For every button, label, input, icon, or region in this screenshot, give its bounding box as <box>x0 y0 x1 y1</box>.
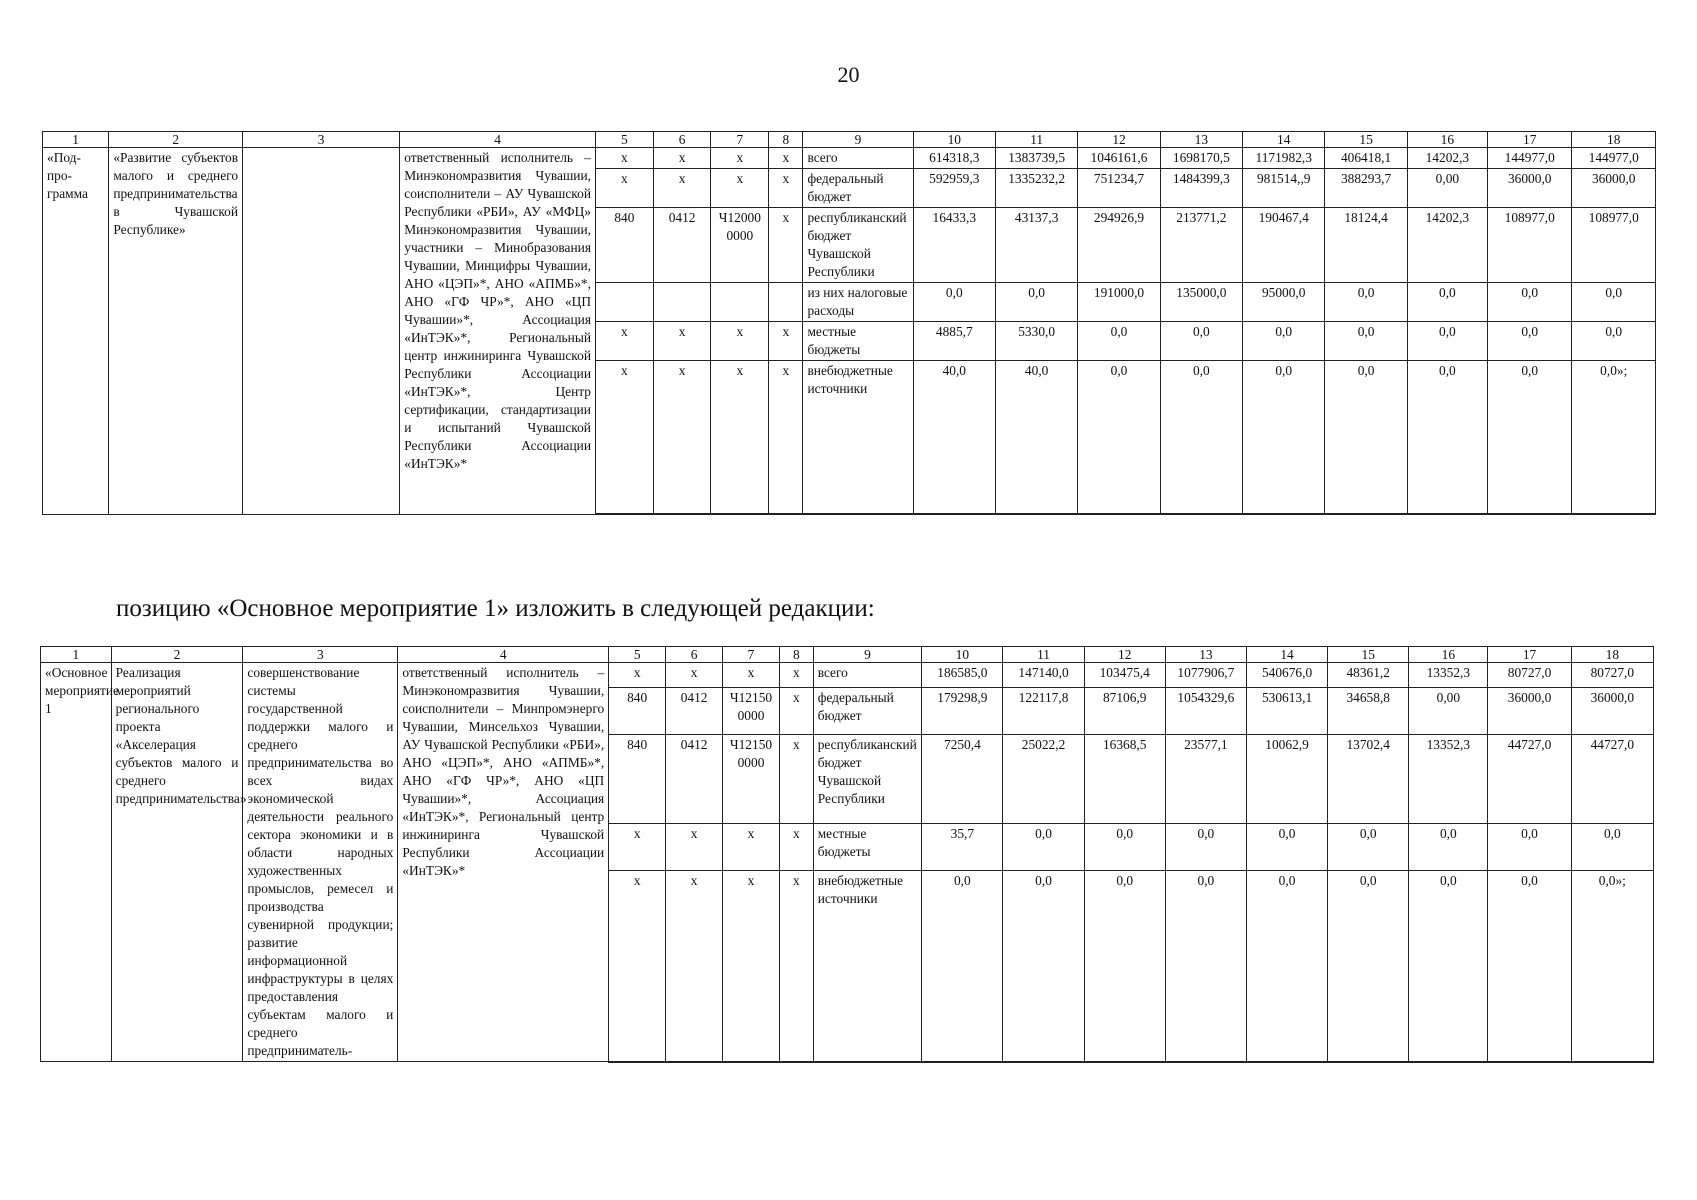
amount-cell: 13702,4 <box>1328 734 1409 823</box>
table-row <box>43 148 1656 169</box>
amount-cell: 87106,9 <box>1084 688 1165 735</box>
section-code-cell: x <box>653 322 711 361</box>
amount-cell: 147140,0 <box>1003 663 1084 688</box>
amount-cell: 0,0 <box>1078 322 1160 361</box>
expense-type-cell: x <box>779 823 813 870</box>
amount-cell: 592959,3 <box>913 169 995 208</box>
amount-cell: 108977,0 <box>1572 208 1656 283</box>
table-row <box>41 663 1654 688</box>
target-article-cell: Ч121500000 <box>723 734 780 823</box>
amount-cell: 36000,0 <box>1488 688 1571 735</box>
budget-table-subprogram <box>42 131 1656 515</box>
column-number: 6 <box>653 132 711 148</box>
expense-type-cell: x <box>779 734 813 823</box>
grbs-code-cell: x <box>609 663 666 688</box>
column-number: 5 <box>609 647 666 663</box>
amount-cell: 0,0 <box>922 870 1003 1062</box>
amount-cell: 1383739,5 <box>995 148 1077 169</box>
column-number: 7 <box>711 132 769 148</box>
status-cell: «Основное мероприятие 1 <box>41 663 112 1062</box>
amount-cell: 135000,0 <box>1160 283 1242 322</box>
target-article-cell: Ч121500000 <box>723 688 780 735</box>
amount-cell: 34658,8 <box>1328 688 1409 735</box>
funding-source-cell: внебюджетные источники <box>813 870 922 1062</box>
column-number: 15 <box>1325 132 1407 148</box>
amount-cell: 0,0 <box>1325 361 1407 515</box>
amount-cell: 0,0 <box>1328 870 1409 1062</box>
column-number: 6 <box>666 647 723 663</box>
section-code-cell: 0412 <box>666 734 723 823</box>
amount-cell: 0,0 <box>1325 322 1407 361</box>
page-number: 20 <box>837 62 860 87</box>
expense-type-cell: x <box>779 663 813 688</box>
budget-table-main-activity <box>40 646 1654 1063</box>
column-number: 9 <box>813 647 922 663</box>
funding-source-cell: республиканский бюджет Чувашской Республики <box>813 734 922 823</box>
grbs-code-cell: 840 <box>595 208 653 283</box>
amount-cell: 0,0 <box>1078 361 1160 515</box>
grbs-code-cell: x <box>595 169 653 208</box>
program-name-cell: Реализация мероприятий регионального проекта «Акселерация субъектов малого и среднего предпринимательства» <box>111 663 243 1062</box>
amount-cell: 40,0 <box>995 361 1077 515</box>
amount-cell: 191000,0 <box>1078 283 1160 322</box>
amount-cell: 540676,0 <box>1246 663 1327 688</box>
amount-cell: 0,0 <box>1160 322 1242 361</box>
amount-cell: 0,0»; <box>1572 361 1656 515</box>
column-number: 5 <box>595 132 653 148</box>
grbs-code-cell: x <box>595 322 653 361</box>
amount-cell: 0,0 <box>1003 870 1084 1062</box>
amount-cell: 35,7 <box>922 823 1003 870</box>
amount-cell: 179298,9 <box>922 688 1003 735</box>
amount-cell: 186585,0 <box>922 663 1003 688</box>
column-number: 1 <box>41 647 112 663</box>
column-number: 3 <box>243 132 400 148</box>
amount-cell: 44727,0 <box>1488 734 1571 823</box>
amount-cell: 95000,0 <box>1243 283 1325 322</box>
amount-cell: 36000,0 <box>1487 169 1572 208</box>
target-article-cell: x <box>723 663 780 688</box>
column-number: 8 <box>769 132 803 148</box>
status-cell: «Под-про-грамма <box>43 148 109 515</box>
amount-cell: 294926,9 <box>1078 208 1160 283</box>
amount-cell: 1077906,7 <box>1165 663 1246 688</box>
grbs-code-cell: x <box>609 870 666 1062</box>
column-number: 14 <box>1243 132 1325 148</box>
amount-cell: 0,0 <box>1487 283 1572 322</box>
amount-cell: 0,0 <box>1160 361 1242 515</box>
amount-cell: 406418,1 <box>1325 148 1407 169</box>
column-number: 12 <box>1084 647 1165 663</box>
amount-cell: 122117,8 <box>1003 688 1084 735</box>
section-code-cell: x <box>653 169 711 208</box>
amount-cell: 0,0 <box>1487 361 1572 515</box>
funding-source-cell: всего <box>813 663 922 688</box>
column-number: 9 <box>803 132 913 148</box>
column-number: 11 <box>995 132 1077 148</box>
section-code-cell: x <box>653 148 711 169</box>
amount-cell: 0,0 <box>1325 283 1407 322</box>
column-number: 11 <box>1003 647 1084 663</box>
amount-cell: 0,00 <box>1409 688 1488 735</box>
expense-type-cell: x <box>779 688 813 735</box>
amount-cell: 40,0 <box>913 361 995 515</box>
amount-cell: 48361,2 <box>1328 663 1409 688</box>
column-number: 2 <box>109 132 243 148</box>
amount-cell: 4885,7 <box>913 322 995 361</box>
amount-cell: 0,0 <box>913 283 995 322</box>
expense-type-cell: x <box>769 169 803 208</box>
column-number-row <box>43 132 1656 148</box>
target-article-cell: x <box>723 870 780 1062</box>
amount-cell: 0,0 <box>1572 322 1656 361</box>
amount-cell: 0,00 <box>1407 169 1487 208</box>
column-number: 7 <box>723 647 780 663</box>
amount-cell: 13352,3 <box>1409 663 1488 688</box>
amount-cell: 1698170,5 <box>1160 148 1242 169</box>
funding-source-cell: местные бюджеты <box>803 322 913 361</box>
column-number-row <box>41 647 1654 663</box>
section-code-cell: x <box>666 663 723 688</box>
target-article-cell: x <box>711 148 769 169</box>
grbs-code-cell: x <box>595 361 653 515</box>
amount-cell: 213771,2 <box>1160 208 1242 283</box>
amount-cell: 18124,4 <box>1325 208 1407 283</box>
amount-cell: 5330,0 <box>995 322 1077 361</box>
column-number: 10 <box>922 647 1003 663</box>
funding-source-cell: республиканский бюджет Чувашской Республики <box>803 208 913 283</box>
expense-type-cell: x <box>779 870 813 1062</box>
section-code-cell: x <box>666 823 723 870</box>
expense-type-cell: x <box>769 361 803 515</box>
amount-cell: 25022,2 <box>1003 734 1084 823</box>
amount-cell: 0,0 <box>1407 361 1487 515</box>
expense-type-cell: x <box>769 208 803 283</box>
target-article-cell: x <box>711 361 769 515</box>
amount-cell: 0,0 <box>1243 322 1325 361</box>
column-number: 15 <box>1328 647 1409 663</box>
grbs-code-cell: 840 <box>609 734 666 823</box>
amount-cell: 13352,3 <box>1409 734 1488 823</box>
amount-cell: 80727,0 <box>1571 663 1653 688</box>
amount-cell: 43137,3 <box>995 208 1077 283</box>
column-number: 18 <box>1572 132 1656 148</box>
amount-cell: 0,0 <box>1246 823 1327 870</box>
amount-cell: 0,0 <box>1084 870 1165 1062</box>
amount-cell: 144977,0 <box>1572 148 1656 169</box>
amount-cell: 16433,3 <box>913 208 995 283</box>
amount-cell: 0,0 <box>1409 870 1488 1062</box>
grbs-code-cell: 840 <box>609 688 666 735</box>
program-name-cell: «Развитие субъектов малого и среднего предпринимательства в Чувашской Республике» <box>109 148 243 515</box>
section-code-cell: 0412 <box>653 208 711 283</box>
amount-cell: 751234,7 <box>1078 169 1160 208</box>
amount-cell: 16368,5 <box>1084 734 1165 823</box>
grbs-code-cell <box>595 283 653 322</box>
executors-cell: ответственный исполнитель – Минэкономразвития Чувашии, соисполнители – АУ Чувашской Республики «РБИ», АУ «МФЦ» Минэкономразвития Чувашии, участники – Минобразования Чувашии, Минцифры Чувашии, АНО «ЦЭП»*, АНО «АПМБ»*, АНО «ГФ ЧР»*, АНО «ЦП Чувашии»*, Ассоциация «ИнТЭК»*, Региональный центр инжиниринга Чувашской Республики Ассоциации «ИнТЭК»*, Центр сертификации, стандартизации и испытаний Чувашской Республики Ассоциации «ИнТЭК»* <box>400 148 596 515</box>
amount-cell: 0,0 <box>1407 322 1487 361</box>
amount-cell: 0,0 <box>1003 823 1084 870</box>
section-code-cell <box>653 283 711 322</box>
funding-source-cell: федеральный бюджет <box>813 688 922 735</box>
target-article-cell <box>711 283 769 322</box>
amount-cell: 14202,3 <box>1407 208 1487 283</box>
amount-cell: 0,0 <box>1488 823 1571 870</box>
amount-cell: 0,0 <box>1487 322 1572 361</box>
column-number: 17 <box>1487 132 1572 148</box>
amount-cell: 0,0 <box>1488 870 1571 1062</box>
amount-cell: 0,0 <box>1243 361 1325 515</box>
column-number: 13 <box>1165 647 1246 663</box>
task-cell: совершенствование системы государственной поддержки малого и среднего предпринимательства во всех видах экономической деятельности реального сектора экономики и в области народных художественных промыслов, ремесел и производства сувенирной продукции; развитие информационной инфраструктуры в целях предоставления субъектам малого и среднего предприниматель- <box>243 663 398 1062</box>
expense-type-cell: x <box>769 148 803 169</box>
column-number: 4 <box>400 132 596 148</box>
column-number: 18 <box>1571 647 1653 663</box>
amount-cell: 108977,0 <box>1487 208 1572 283</box>
column-number: 12 <box>1078 132 1160 148</box>
amount-cell: 0,0 <box>1572 283 1656 322</box>
amount-cell: 0,0 <box>995 283 1077 322</box>
funding-source-cell: внебюджетные источники <box>803 361 913 515</box>
amount-cell: 103475,4 <box>1084 663 1165 688</box>
amount-cell: 1054329,6 <box>1165 688 1246 735</box>
amount-cell: 44727,0 <box>1571 734 1653 823</box>
amount-cell: 0,0 <box>1328 823 1409 870</box>
task-cell <box>243 148 400 515</box>
amount-cell: 1335232,2 <box>995 169 1077 208</box>
column-number: 14 <box>1246 647 1327 663</box>
column-number: 3 <box>243 647 398 663</box>
column-number: 16 <box>1407 132 1487 148</box>
target-article-cell: x <box>723 823 780 870</box>
funding-source-cell: всего <box>803 148 913 169</box>
expense-type-cell: x <box>769 322 803 361</box>
column-number: 2 <box>111 647 243 663</box>
amount-cell: 530613,1 <box>1246 688 1327 735</box>
funding-source-cell: федеральный бюджет <box>803 169 913 208</box>
section-code-cell: 0412 <box>666 688 723 735</box>
amount-cell: 981514,,9 <box>1243 169 1325 208</box>
amount-cell: 0,0 <box>1409 823 1488 870</box>
amount-cell: 80727,0 <box>1488 663 1571 688</box>
amount-cell: 0,0 <box>1246 870 1327 1062</box>
section-code-cell: x <box>666 870 723 1062</box>
target-article-cell: x <box>711 169 769 208</box>
amount-cell: 0,0 <box>1165 870 1246 1062</box>
amount-cell: 0,0»; <box>1571 870 1653 1062</box>
executors-cell: ответственный исполнитель – Минэкономразвития Чувашии, соисполнители – Минпромэнерго Чувашии, Минсельхоз Чувашии, АУ Чувашской Республики «РБИ», АНО «ЦЭП»*, АНО «АПМБ»*, АНО «ГФ ЧР»*, АНО «ЦП Чувашии»*, Ассоциация «ИнТЭК»*, Региональный центр инжиниринга Чувашской Республики Ассоциации «ИнТЭК»* <box>398 663 609 1062</box>
column-number: 13 <box>1160 132 1242 148</box>
instruction-text: позицию «Основное мероприятие 1» изложить в следующей редакции: <box>116 595 875 622</box>
amount-cell: 1046161,6 <box>1078 148 1160 169</box>
amount-cell: 0,0 <box>1407 283 1487 322</box>
column-number: 8 <box>779 647 813 663</box>
funding-source-cell: местные бюджеты <box>813 823 922 870</box>
column-number: 16 <box>1409 647 1488 663</box>
amount-cell: 190467,4 <box>1243 208 1325 283</box>
column-number: 4 <box>398 647 609 663</box>
amount-cell: 14202,3 <box>1407 148 1487 169</box>
amount-cell: 0,0 <box>1571 823 1653 870</box>
amount-cell: 36000,0 <box>1571 688 1653 735</box>
amount-cell: 388293,7 <box>1325 169 1407 208</box>
amount-cell: 1171982,3 <box>1243 148 1325 169</box>
amount-cell: 0,0 <box>1165 823 1246 870</box>
expense-type-cell <box>769 283 803 322</box>
amount-cell: 144977,0 <box>1487 148 1572 169</box>
target-article-cell: x <box>711 322 769 361</box>
column-number: 1 <box>43 132 109 148</box>
column-number: 10 <box>913 132 995 148</box>
amount-cell: 36000,0 <box>1572 169 1656 208</box>
amount-cell: 1484399,3 <box>1160 169 1242 208</box>
amount-cell: 7250,4 <box>922 734 1003 823</box>
section-code-cell: x <box>653 361 711 515</box>
grbs-code-cell: x <box>609 823 666 870</box>
amount-cell: 614318,3 <box>913 148 995 169</box>
amount-cell: 10062,9 <box>1246 734 1327 823</box>
grbs-code-cell: x <box>595 148 653 169</box>
target-article-cell: Ч120000000 <box>711 208 769 283</box>
amount-cell: 23577,1 <box>1165 734 1246 823</box>
column-number: 17 <box>1488 647 1571 663</box>
funding-source-cell: из них налоговые расходы <box>803 283 913 322</box>
amount-cell: 0,0 <box>1084 823 1165 870</box>
